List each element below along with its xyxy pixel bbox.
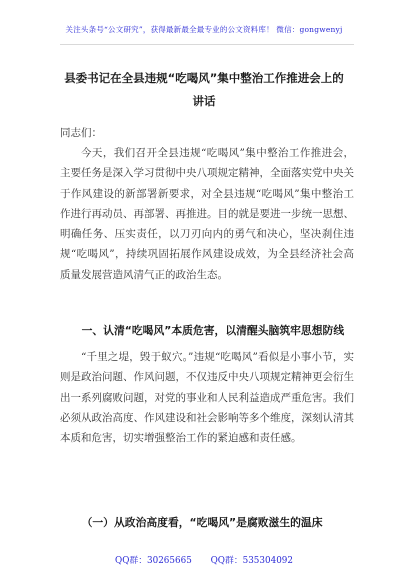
document-title-line-2: 讲话 <box>192 94 216 108</box>
document-title-line-1: 县委书记在全县违规“吃喝风”集中整治工作推进会上的 <box>64 71 344 85</box>
paragraph-intro: 今天，我们召开全县违规“吃喝风”集中整治工作推进会，主要任务是深入学习贯彻中央八项规定精神，全面落实党中央关于作风建设的新部署新要求，对全县违规“吃喝风”集中整治工作进行再动员、再部署、再推进。目的就是要进一步统一思想、明确任务、压实责任，以刀刃向内的勇气和决心，坚决刹住违规“吃喝风”，持续巩固拓展作风建设成效，为全县经济社会高质量发展营造风清气正的政治生态。 <box>60 147 354 281</box>
footer-qq-group-2: QQ群：535304092 <box>210 556 293 566</box>
header-divider <box>60 44 354 45</box>
header-banner: 关注头条号“公文研究”，获得最新最全最专业的公文资料库！ 微信：gongwenyj <box>65 25 343 34</box>
footer <box>0 553 408 566</box>
footer-qq-group-1: QQ群：30265665 <box>115 556 192 566</box>
subsection-heading-1: （一）从政治高度看，“吃喝风”是腐败滋生的温床 <box>81 516 323 529</box>
salutation: 同志们： <box>60 127 102 139</box>
section-heading-1: 一、认清“吃喝风”本质危害，以清醒头脑筑牢思想防线 <box>81 324 345 337</box>
paragraph-section-1: “千里之堤，毁于蚁穴。”违规“吃喝风”看似是小事小节，实则是政治问题、作风问题，不仅违反中央八项规定精神更会衍生出一系列腐败问题，对党的事业和人民利益造成严重危害。我们必须从政治高度、作风建设和社会影响等多个维度，深刻认清其本质和危害，切实增强整治工作的紧迫感和责任感。 <box>60 351 354 445</box>
